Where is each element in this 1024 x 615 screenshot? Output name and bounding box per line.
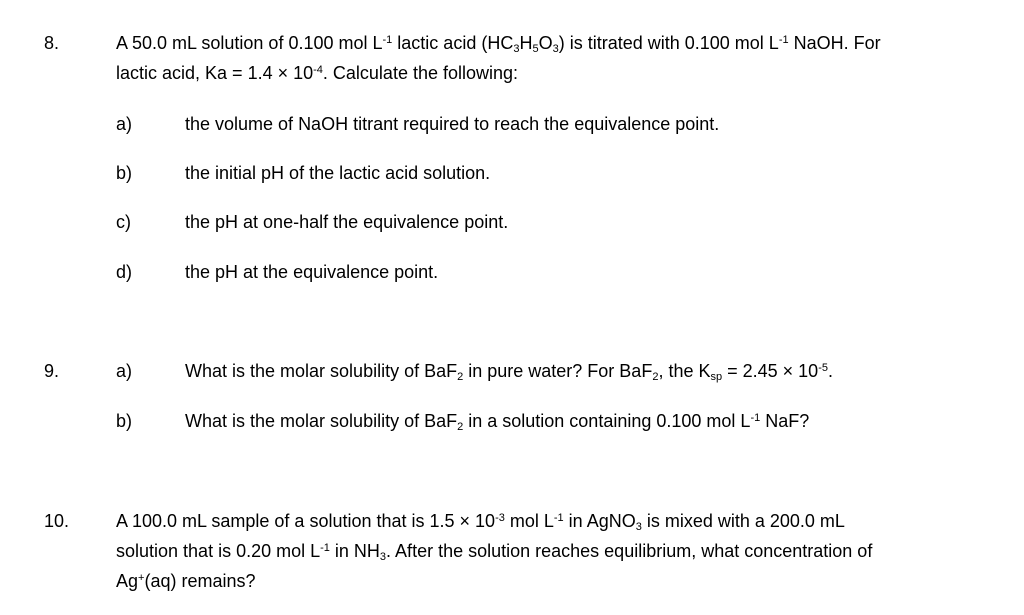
question-8-part-c-text: the pH at one-half the equivalence point. [185,212,509,232]
question-8-part-d-label: d) [116,262,133,282]
question-8-part-b-text: the initial pH of the lactic acid solution. [185,163,491,183]
question-9-part-a-text: What is the molar solubility of BaF$_2$ in pure water? For BaF$_2$, the $K_{sp} = 2.45 \times 10^{-5}$. [185,361,833,383]
question-8-stem-line-1: A 50.0 mL solution of 0.100 mol $L^{-1}$ lactic acid $(HC_3H_5O_3)$ is titrated with 0.100 mol $L^{-1}$ NaOH. For [116,33,881,55]
question-number-9: 9. [44,361,60,381]
question-9-part-a-label: a) [116,361,133,381]
question-8-part-a-label: a) [116,114,133,134]
question-10-stem-line-1: A 100.0 mL sample of a solution that is $1.5 \times 10^{-3}$ mol $L^{-1}$ in AgNO$_3$ is mixed with a 200.0 mL [116,511,845,533]
question-10-stem-line-3: Ag+(aq) remains? [116,571,256,591]
question-8-stem-line-2: lactic acid, $Ka = 1.4 \times 10^{-4}$. Calculate the following: [116,63,519,83]
question-8-part-d-text: the pH at the equivalence point. [185,262,439,282]
question-8-part-c-label: c) [116,212,131,232]
question-10-stem-line-2: solution that is 0.20 mol $L^{-1}$ in $NH_3$. After the solution reaches equilibrium, what concentration of [116,541,873,563]
question-number-8: 8. [44,33,60,53]
question-8-part-a-text: the volume of NaOH titrant required to reach the equivalence point. [185,114,720,134]
question-9-part-b-label: b) [116,411,133,431]
question-8-part-b-label: b) [116,163,133,183]
question-number-10: 10. [44,511,70,531]
question-9-part-b-text: What is the molar solubility of BaF$_2$ in a solution containing 0.100 mol $L^{-1}$ NaF? [185,411,810,433]
